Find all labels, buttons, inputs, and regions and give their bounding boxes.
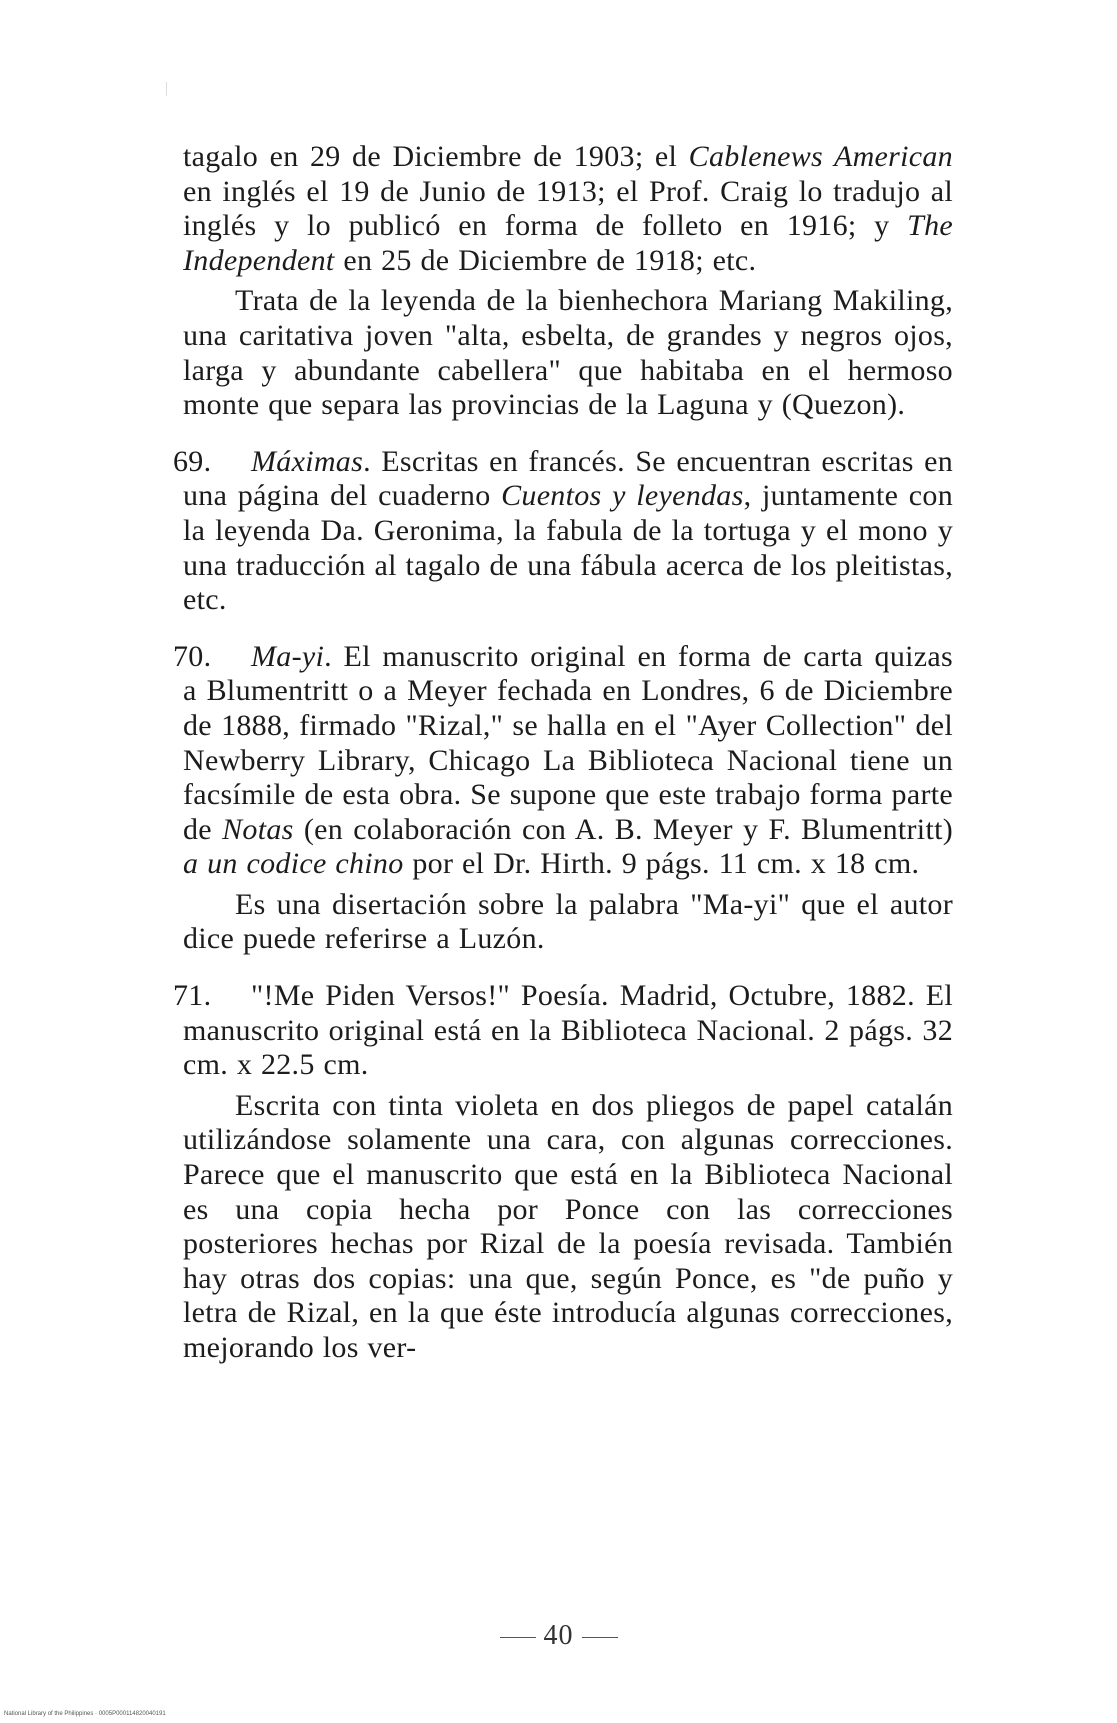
italic-title: Cuentos y leyendas <box>501 479 744 513</box>
entry-number: 70. <box>173 639 212 673</box>
entry-number: 71. <box>173 979 212 1013</box>
dash-left <box>500 1637 536 1638</box>
page-number <box>0 1620 1117 1652</box>
entry-title: Máximas <box>251 444 364 478</box>
paragraph-mayi: Es una disertación sobre la palabra "Ma-yi" que el autor dice puede referirse a Luzón. <box>183 887 953 956</box>
paragraph-leyenda: Trata de la leyenda de la bienhechora Mariang Makiling, una caritativa joven "alta, esbelta, de grandes y negros ojos, larga y abundante cabellera" que habitaba en el hermoso monte que separa las provincias de la Laguna y (Quezon). <box>183 284 953 422</box>
text-run: en inglés el 19 de Junio de 1913; el Prof. Craig lo tradujo al inglés y lo publicó en forma de folleto en 1916; y <box>183 174 953 243</box>
paragraph-versos: Escrita con tinta violeta en dos pliegos de papel catalán utilizándose solamente una cara, con algunas correcciones. Parece que el manuscrito que está en la Biblioteca Nacional es una copia hecha por Ponce con las correcciones posteriores hechas por Rizal de la poesía revisada. También hay otras dos copias: una que, según Ponce, es "de puño y letra de Rizal, en la que éste introducía algunas correcciones, mejorando los ver- <box>183 1088 953 1364</box>
entry-number: 69. <box>173 444 212 478</box>
page-body <box>173 140 953 1366</box>
italic-title: Cablenews American <box>688 140 953 173</box>
scan-credit: National Library of the Philippines · 0005P000114820040191 <box>4 1711 166 1717</box>
entry-69 <box>173 444 953 618</box>
text-run: , juntamente con la leyenda Da. Geronima, la fabula de la tortuga y el mono y una traducción al tagalo de una fábula acerca de los pleitistas, etc. <box>183 479 953 617</box>
dash-right <box>582 1637 618 1638</box>
entry-71 <box>173 979 953 1083</box>
text-run: por el Dr. Hirth. 9 págs. 11 cm. x 18 cm. <box>403 847 920 881</box>
italic-title: Notas <box>222 812 294 846</box>
text-run: tagalo en 29 de Diciembre de 1903; el <box>183 140 689 173</box>
text-run: en 25 de Diciembre de 1918; etc. <box>334 243 757 277</box>
italic-title: The Independent <box>183 209 953 277</box>
page-number-text: 40 <box>543 1620 574 1651</box>
entry-70 <box>173 639 953 882</box>
text-run: . El manuscrito original en forma de carta quizas a Blumentritt o a Meyer fechada en Londres, 6 de Diciembre de 1888, firmado "Rizal," se halla en el "Ayer Collection" del Newberry Library, Chicago La Biblioteca Nacional tiene un facsímile de esta obra. Se supone que este trabajo forma parte de <box>183 639 953 846</box>
entry-title: Ma-yi <box>251 639 325 673</box>
scan-edge-mark <box>166 82 167 96</box>
text-run: . Escritas en francés. Se encuentran escritas en una página del cuaderno <box>183 444 953 513</box>
text-run: (en colaboración con A. B. Meyer y F. Blumentritt) <box>293 812 953 846</box>
italic-title: a un codice chino <box>183 847 404 881</box>
text-run: "!Me Piden Versos!" Poesía. Madrid, Octubre, 1882. El manuscrito original está en la Biblioteca Nacional. 2 págs. 32 cm. x 22.5 cm. <box>183 979 953 1082</box>
continued-paragraph <box>183 140 953 278</box>
